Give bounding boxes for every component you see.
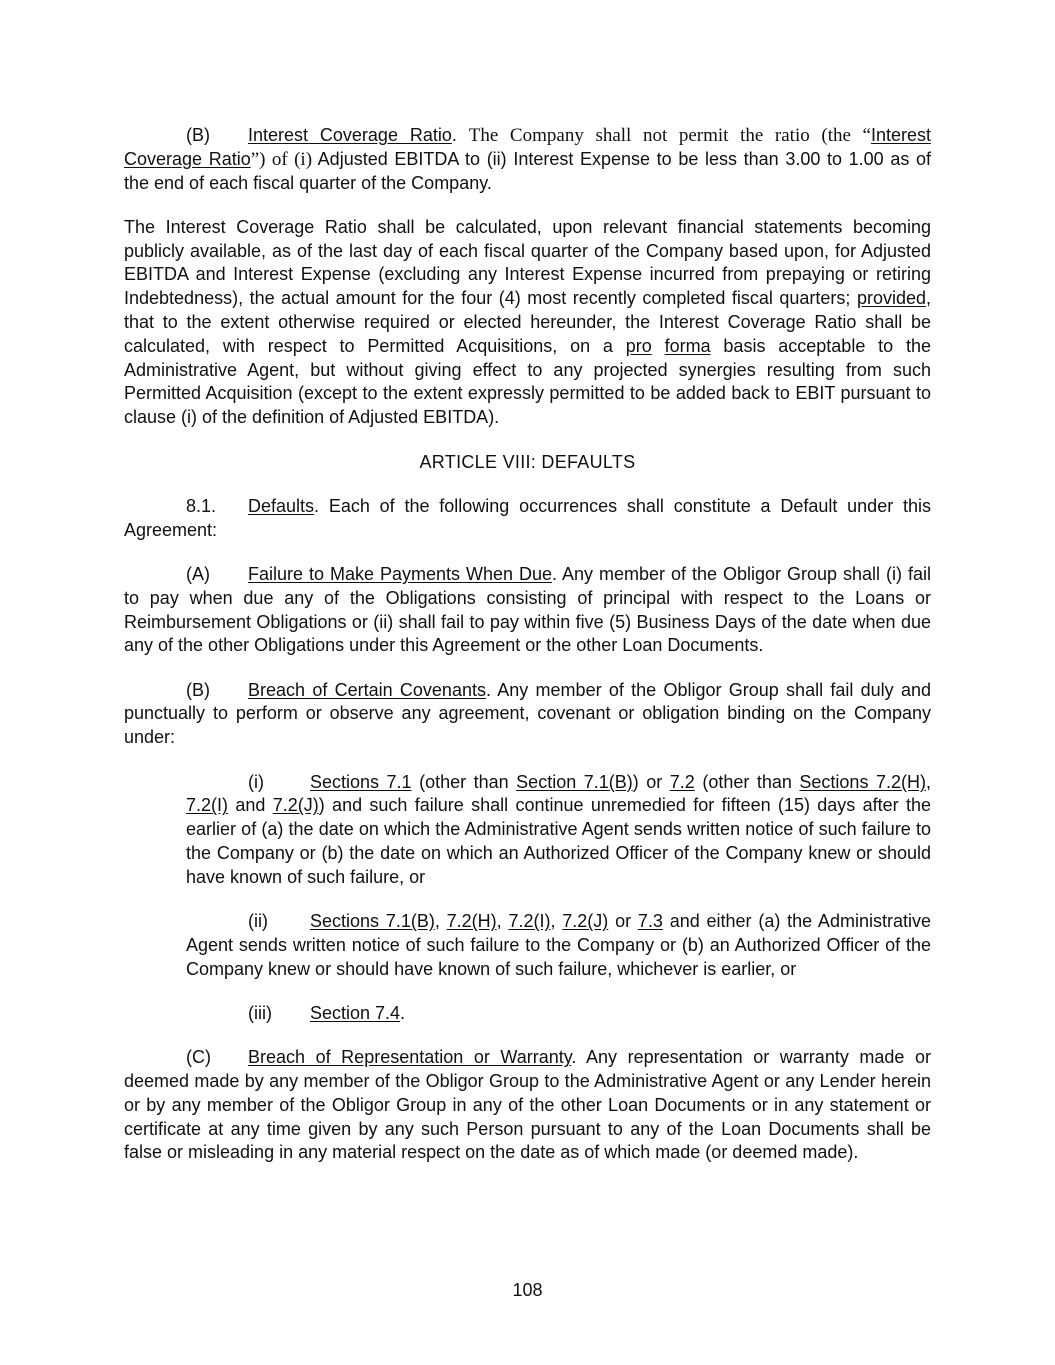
clause-heading: Interest Coverage Ratio <box>248 125 452 145</box>
section-reference: 7.2(I) <box>186 795 229 816</box>
paragraph-calculation: The Interest Coverage Ratio shall be calculated, upon relevant financial statements becoming publicly available, as of the last day of each fiscal quarter of the Company based upon, for Adjusted EBITDA and Interest Expense (excluding any Interest Expense incurred from prepaying or retiring Indebtedness), the actual amount for the four (4) most recently completed fiscal quarters; provided, that to the extent otherwise required or elected hereunder, the Interest Coverage Ratio shall be calculated, with respect to Permitted Acquisitions, on a pro forma basis acceptable to the Administrative Agent, but without giving effect to any projected synergies resulting from such Permitted Acquisition (except to the extent expressly permitted to be added back to EBIT pursuant to clause (i) of the definition of Adjusted EBITDA). <box>124 216 931 428</box>
subclause-iii: (iii) Section 7.4. <box>186 1002 931 1026</box>
section-heading: Defaults <box>248 495 315 516</box>
section-reference: 7.3 <box>637 911 663 932</box>
section-reference: 7.2(J) <box>562 911 609 932</box>
paragraph-c-breach-representation: (C) Breach of Representation or Warranty. Any representation or warranty made or deemed made by any member of the Obligor Group to the Administrative Agent or any Lender herein or by any member of the Obligor Group in any of the other Loan Documents or in any statement or certificate at any time given by any such Person pursuant to any of the Loan Documents shall be false or misleading in any material respect on the date as of which made (or deemed made). <box>124 1047 931 1163</box>
subclause-label: (i) <box>248 771 264 792</box>
section-label: 8.1. <box>186 495 217 516</box>
section-reference: Section 7.1(B) <box>516 771 633 792</box>
clause-label: (A) <box>186 563 210 584</box>
section-reference: Section 7.4 <box>310 1002 401 1023</box>
subclause-i: (i) Sections 7.1 (other than Section 7.1(B)) or 7.2 (other than Sections 7.2(H), 7.2(I) and 7.2(J)) and such failure shall continue unremedied for fifteen (15) days after the earlier of (a) the date on which the Administrative Agent sends written notice of such failure to the Company or (b) the date on which an Authorized Officer of the Company knew or should have known of such failure, or <box>186 771 931 887</box>
section-reference: Sections 7.2(H) <box>799 771 926 792</box>
clause-label: (C) <box>186 1047 211 1068</box>
subclause-ii: (ii) Sections 7.1(B), 7.2(H), 7.2(I), 7.2(J) or 7.3 and either (a) the Administrative Agent sends written notice of such failure to the Company or (b) an Authorized Officer of the Company knew or should have known of such failure, whichever is earlier, or <box>186 911 931 979</box>
section-reference: 7.2(J) <box>272 795 319 816</box>
subclause-label: (iii) <box>248 1002 272 1023</box>
section-8-1: 8.1. Defaults. Each of the following occurrences shall constitute a Default under this Agreement: <box>124 495 931 540</box>
paragraph-b-interest-coverage: (B) Interest Coverage Ratio. The Company shall not permit the ratio (the “Interest Coverage Ratio”) of (i) Adjusted EBITDA to (ii) Interest Expense to be less than 3.00 to 1.00 as of the end of each fiscal quarter of the Company. <box>124 125 931 193</box>
subclause-label: (ii) <box>248 911 268 932</box>
clause-heading: Breach of Certain Covenants <box>248 679 486 700</box>
provided-term: provided <box>856 288 926 309</box>
clause-label: (B) <box>186 125 210 145</box>
section-reference: 7.2(I) <box>508 911 551 932</box>
clause-label: (B) <box>186 679 210 700</box>
clause-heading: Failure to Make Payments When Due <box>248 563 553 584</box>
section-reference: 7.2 <box>669 771 695 792</box>
paragraph-b-breach-covenants: (B) Breach of Certain Covenants. Any member of the Obligor Group shall fail duly and punctually to perform or observe any agreement, covenant or obligation binding on the Company under: <box>124 679 931 748</box>
section-reference: Sections 7.1 <box>310 771 412 792</box>
article-heading: ARTICLE VIII: DEFAULTS <box>419 451 636 472</box>
defined-term: Interest Coverage Ratio <box>124 125 931 169</box>
page-number: 108 <box>512 1280 543 1300</box>
document-page <box>124 124 931 1186</box>
paragraph-a-failure-payments: (A) Failure to Make Payments When Due. Any member of the Obligor Group shall (i) fail to pay when due any of the Obligations consisting of principal with respect to the Loans or Reimbursement Obligations or (ii) shall fail to pay within five (5) Business Days of the date when due any of the other Obligations under this Agreement or the other Loan Documents. <box>124 563 931 656</box>
clause-heading: Breach of Representation or Warranty <box>248 1047 572 1068</box>
section-reference: 7.2(H) <box>446 911 497 932</box>
section-reference: Sections 7.1(B) <box>310 911 435 932</box>
